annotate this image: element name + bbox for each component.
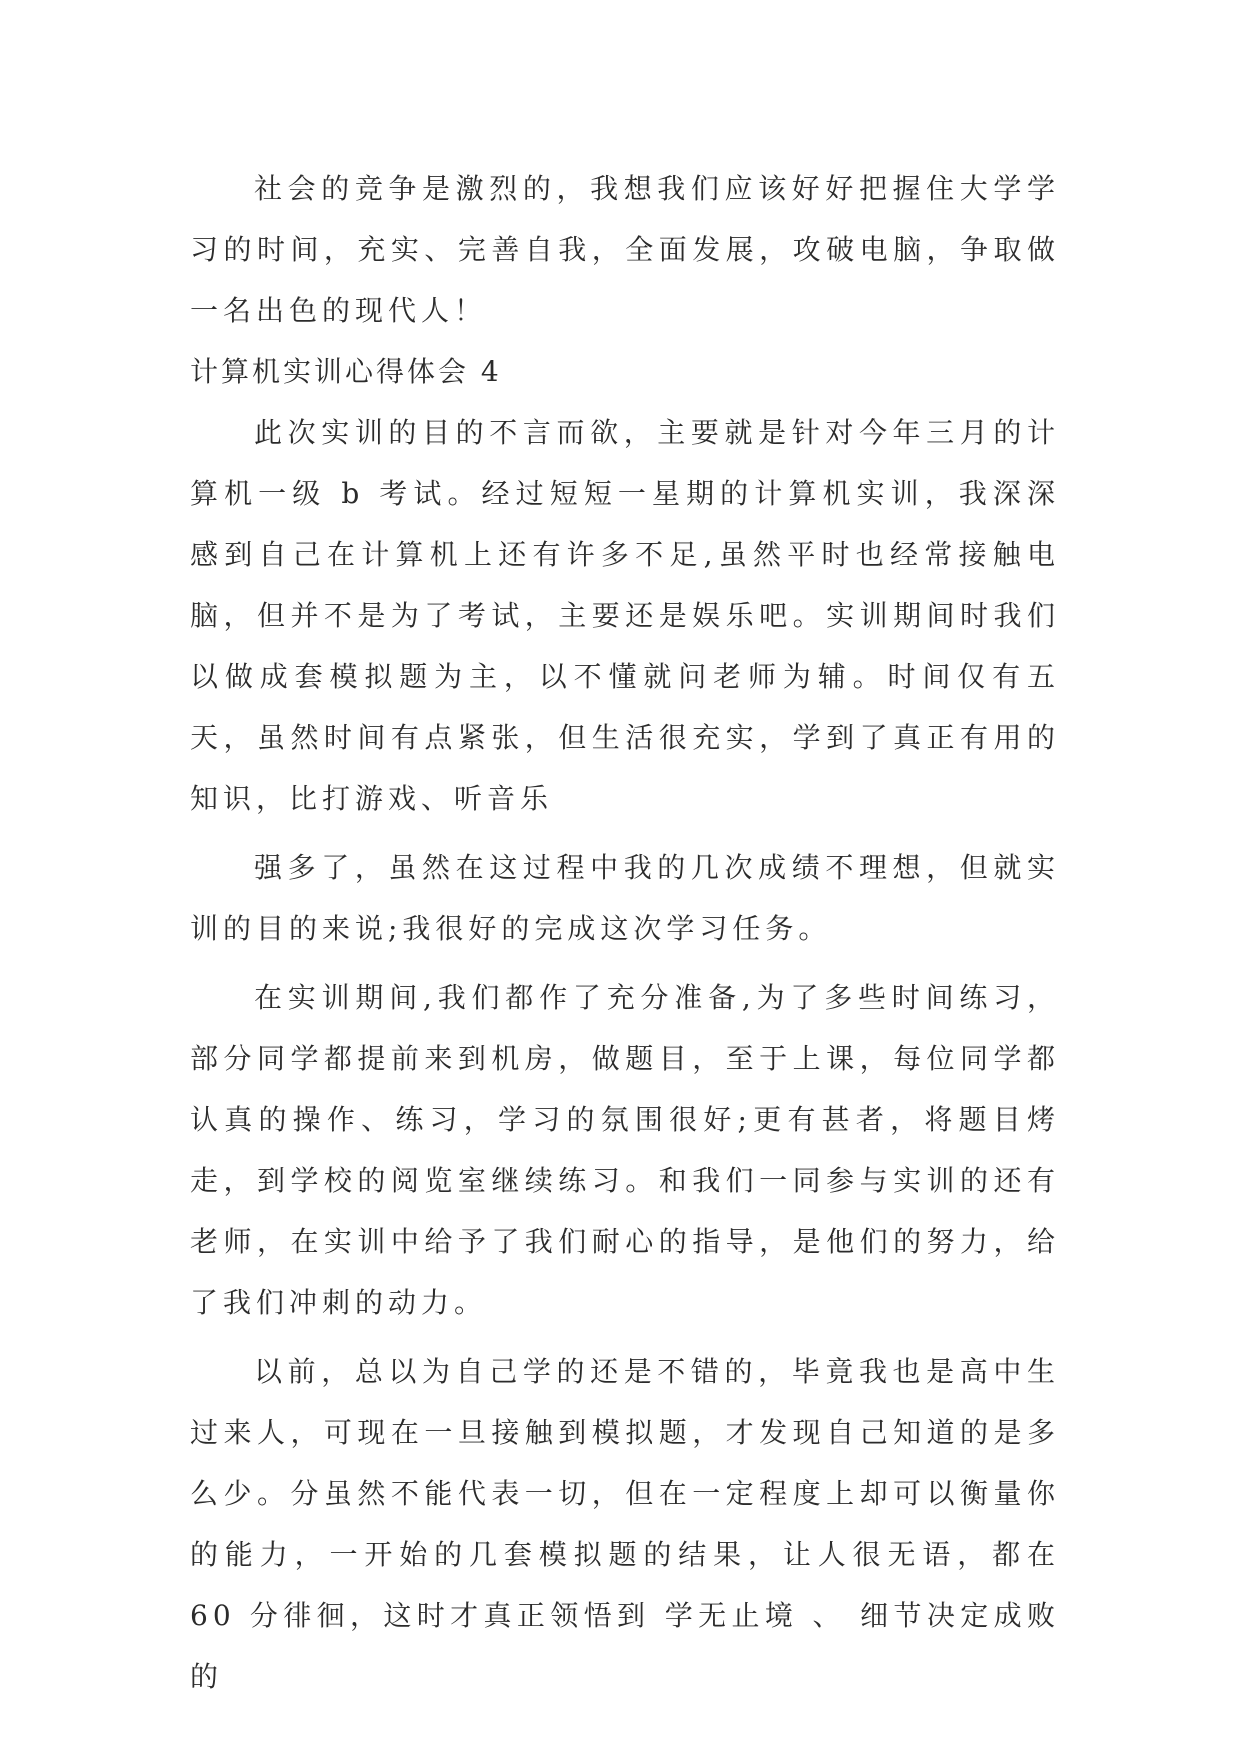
document-body [190, 158, 1060, 1707]
paragraph: 此次实训的目的不言而欲，主要就是针对今年三月的计算机一级 b 考试。经过短短一星期的计算机实训，我深深感到自己在计算机上还有许多不足,虽然平时也经常接触电脑，但并不是为了考试，主要还是娱乐吧。实训期间时我们以做成套模拟题为主，以不懂就问老师为辅。时间仅有五天，虽然时间有点紧张，但生活很充实，学到了真正有用的知识，比打游戏、听音乐 [190, 416, 1060, 815]
paragraph: 社会的竞争是激烈的，我想我们应该好好把握住大学学习的时间，充实、完善自我，全面发展，攻破电脑，争取做一名出色的现代人！ [190, 172, 1060, 327]
paragraph: 在实训期间,我们都作了充分准备,为了多些时间练习，部分同学都提前来到机房，做题目，至于上课，每位同学都认真的操作、练习，学习的氛围很好;更有甚者，将题目烤走，到学校的阅览室继续练习。和我们一同参与实训的还有老师，在实训中给予了我们耐心的指导，是他们的努力，给了我们冲刺的动力。 [190, 981, 1060, 1319]
paragraph: 强多了，虽然在这过程中我的几次成绩不理想，但就实训的目的来说;我很好的完成这次学习任务。 [190, 851, 1060, 945]
paragraph: 以前，总以为自己学的还是不错的，毕竟我也是高中生过来人，可现在一旦接触到模拟题，才发现自己知道的是多么少。分虽然不能代表一切，但在一定程度上却可以衡量你的能力，一开始的几套模拟题的结果，让人很无语，都在 60 分徘徊，这时才真正领悟到 学无止境 、 细节决定成败 的 [190, 1355, 1060, 1693]
section-title: 计算机实训心得体会 4 [190, 355, 502, 388]
